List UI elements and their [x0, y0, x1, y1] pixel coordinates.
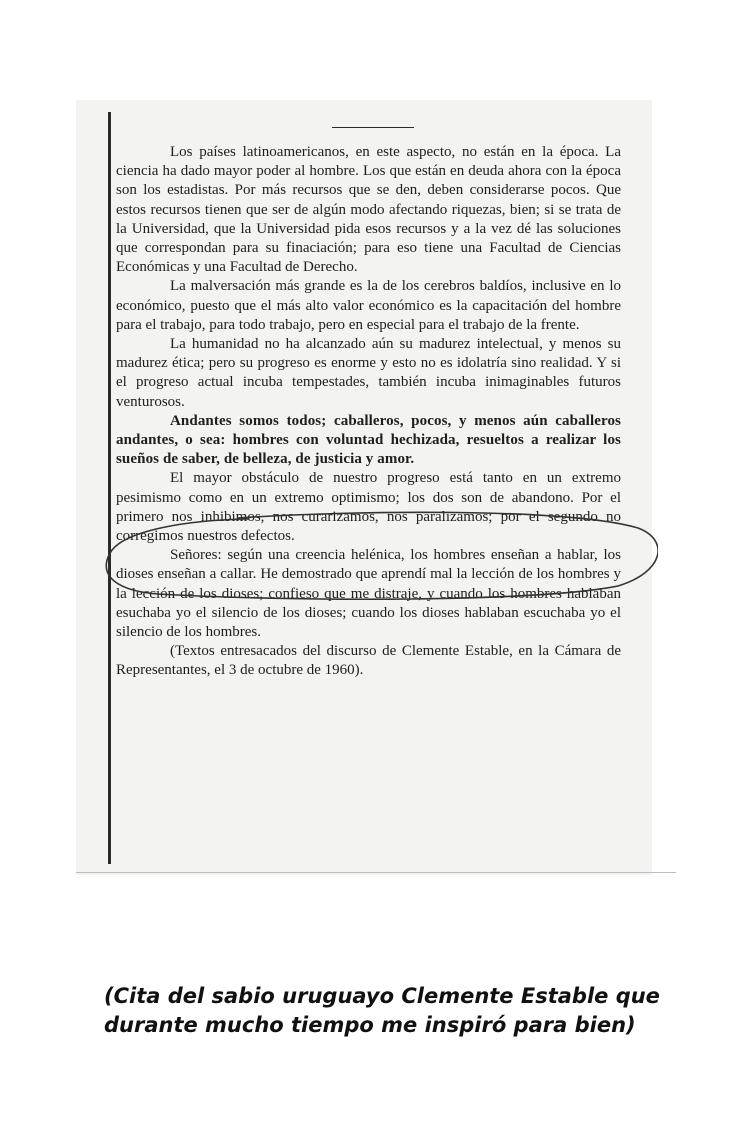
hand-drawn-circle	[98, 510, 658, 600]
paragraph-6: Señores: según una creencia helénica, los hombres enseñan a hablar, los dioses enseñan a callar. He demostrado que aprendí mal la lección de los hombres y la lección de los dioses; confieso que me distraje, y cuando los hombres hablaban esuchaba yo el silencio de los dioses; cuando los dioses hablaban escuchaba yo el silencio de los hombres.	[116, 547, 621, 641]
caption-line-1: (Cita del sabio uruguayo Clemente Estable que	[104, 984, 660, 1008]
highlighted-paragraph: Andantes somos todos; caballeros, pocos, y menos aún caballeros andantes, o sea: hombres con voluntad hechizada, resueltos a realizar los sueños de saber, de belleza, de justicia y amor.	[116, 412, 621, 468]
caption	[104, 982, 724, 1040]
paragraph-5: El mayor obstáculo de nuestro progreso está tanto en un extremo pesimismo como en un extremo optimismo; los dos son de abandono. Por el primero nos inhibimos, nos curarizamos, nos paralizamos; por el segundo no corregimos nuestros defectos.	[116, 470, 621, 545]
column-rule	[108, 112, 111, 864]
clipping-bottom-edge	[76, 872, 676, 873]
source-note: (Textos entresacados del discurso de Clemente Estable, en la Cámara de Representantes, el 3 de octubre de 1960).	[116, 643, 621, 679]
paragraph-1: Los países latinoamericanos, en este aspecto, no están en la época. La ciencia ha dado mayor poder al hombre. Los que están en deuda ahora con la época son los estadistas. Por más recursos que se den, deben considerarse pocos. Que estos recursos tienen que ser de algún modo afectando riquezas, bien; si se trata de la Universidad, que la Universidad pida esos recursos y a la vez dé las soluciones que correspondan para su finaciación; para eso tiene una Facultad de Ciencias Económicas y una Facultad de Derecho.	[116, 144, 621, 276]
paragraph-2: La malversación más grande es la de los cerebros baldíos, inclusive en lo económico, puesto que el más alto valor económico es la capacitación del hombre para el trabajo, para todo trabajo, pero en especial para el trabajo de la frente.	[116, 278, 621, 333]
caption-line-2: durante mucho tiempo me inspiró para bien)	[104, 1013, 636, 1037]
header-rule	[332, 127, 414, 128]
article-text	[116, 143, 621, 681]
paragraph-3: La humanidad no ha alcanzado aún su madurez intelectual, y menos su madurez ética; pero su progreso es enorme y esto no es idolatría sino realidad. Y si el progreso actual incuba tempestades, también incuba inimaginables futuros venturosos.	[116, 336, 621, 410]
